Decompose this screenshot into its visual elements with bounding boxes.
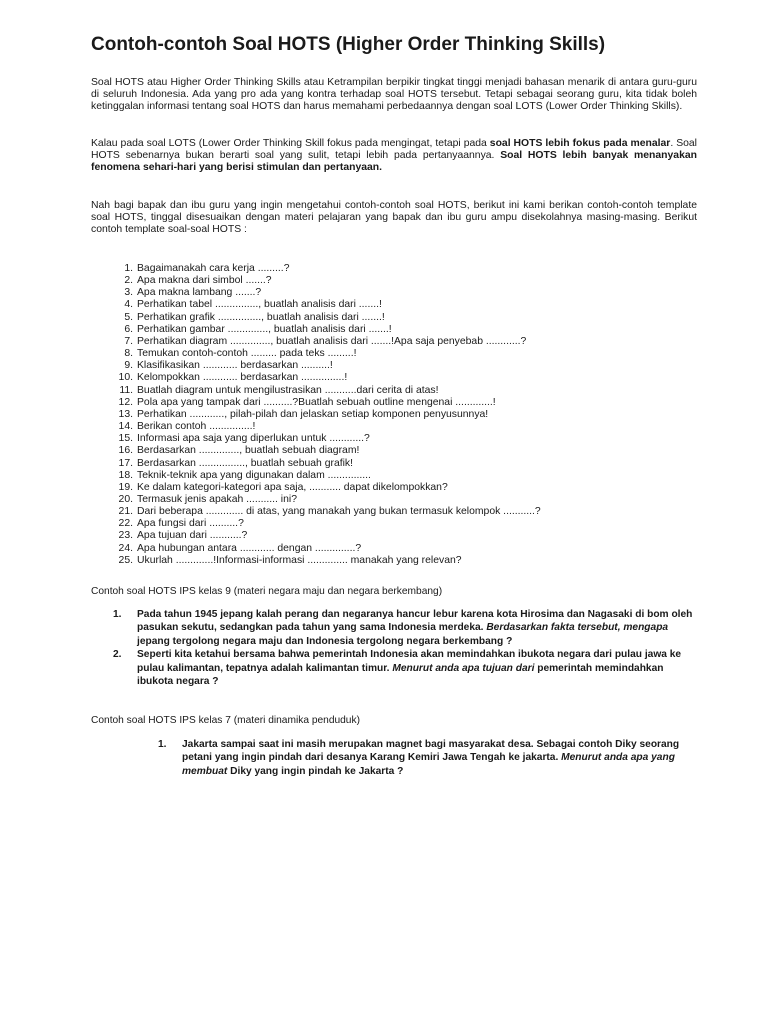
list-item-number: 1. — [124, 263, 133, 274]
question-emphasis: Berdasarkan fakta tersebut, mengapa — [486, 622, 669, 634]
document-title: Contoh-contoh Soal HOTS (Higher Order Thinking Skills) — [91, 34, 606, 55]
list-item-text: Buatlah diagram untuk mengilustrasikan ...........dari cerita di atas! — [137, 384, 439, 396]
list-item — [158, 738, 698, 778]
list-item-text: Apa tujuan dari ...........? — [137, 530, 248, 542]
list-item — [91, 348, 697, 360]
list-item — [91, 385, 697, 397]
list-item-number: 6. — [124, 323, 133, 335]
list-item-text: Perhatikan ............, pilah-pilah dan jelaskan setiap komponen penyusunnya! — [137, 408, 489, 420]
question-text: Seperti kita ketahui bersama bahwa pemerintah Indonesia akan memindahkan ibukota negara dari pulau jawa ke pulau kalimantan, tepatnya adalah kalimantan timur. — [137, 649, 682, 674]
list-item-number: 18. — [118, 469, 133, 481]
list-item-text: Kelompokkan ............ berdasarkan ...............! — [137, 372, 348, 384]
section-heading-ips9: Contoh soal HOTS IPS kelas 9 (materi negara maju dan negara berkembang) — [91, 586, 443, 597]
list-item — [91, 543, 697, 555]
list-item — [113, 648, 693, 688]
list-item-number: 17. — [118, 457, 133, 469]
list-item-number: 16. — [118, 445, 133, 457]
list-item-number: 20. — [118, 493, 133, 505]
list-item-number: 12. — [118, 396, 133, 408]
list-item-text: Berikan contoh ...............! — [137, 421, 256, 433]
list-item — [91, 445, 697, 457]
list-item-text: Apa makna dari simbol .......? — [137, 275, 272, 287]
list-item-text: Perhatikan tabel ..............., buatlah analisis dari .......! — [137, 299, 382, 311]
list-item-text: Perhatikan gambar .............., buatlah analisis dari .......! — [137, 323, 392, 335]
lots-bold-2: Soal HOTS lebih banyak menanyakan fenomena sehari-hari yang berisi stimulan dan pertanyaan. — [91, 150, 697, 174]
list-item-text: Perhatikan grafik ..............., buatlah analisis dari .......! — [137, 311, 385, 323]
list-item-number: 25. — [118, 554, 133, 566]
question-text-end: Diky yang ingin pindah ke Jakarta ? — [227, 765, 404, 777]
list-item-number: 14. — [118, 421, 133, 433]
list-item — [91, 409, 697, 421]
question-text: Pada tahun 1945 jepang kalah perang dan negaranya hancur lebur karena kota Hirosima dan Nagasaki di bom oleh pasukan sekutu, sedangkan pada tahun yang sama Indonesia merdeka. — [137, 609, 693, 634]
question-number: 1. — [113, 609, 122, 620]
list-item-number: 5. — [124, 311, 133, 323]
list-item-text: Bagaimanakah cara kerja .........? — [137, 263, 290, 274]
lots-paragraph — [91, 138, 697, 175]
lots-bold-1: soal HOTS lebih fokus pada menalar — [489, 138, 671, 149]
list-item — [91, 336, 697, 348]
list-item — [91, 518, 697, 530]
list-item-number: 22. — [118, 518, 133, 530]
list-item — [91, 299, 697, 311]
list-item — [91, 433, 697, 445]
list-item — [91, 287, 697, 299]
section-heading-ips7: Contoh soal HOTS IPS kelas 7 (materi dinamika penduduk) — [91, 715, 360, 726]
list-item-number: 10. — [118, 372, 133, 384]
list-item — [91, 482, 697, 494]
list-item-number: 3. — [124, 287, 133, 299]
list-item-number: 13. — [118, 408, 133, 420]
list-item-text: Teknik-teknik apa yang digunakan dalam ............... — [137, 469, 371, 481]
list-item-text: Informasi apa saja yang diperlukan untuk ............? — [137, 433, 370, 445]
list-item-number: 24. — [118, 542, 133, 554]
ips9-question-list — [113, 608, 693, 688]
list-item-number: 23. — [118, 530, 133, 542]
list-item-text: Temukan contoh-contoh ......... pada teks .........! — [137, 348, 357, 360]
list-item — [91, 275, 697, 287]
list-item-text: Apa hubungan antara ............ dengan ..............? — [137, 542, 362, 554]
list-item-number: 7. — [124, 335, 133, 347]
list-item-number: 15. — [118, 433, 133, 445]
list-item — [91, 470, 697, 482]
question-text-end: jepang tergolong negara maju dan Indonesia tergolong negara berkembang ? — [137, 635, 513, 647]
ips7-question-list — [158, 738, 698, 778]
list-item-text: Dari beberapa ............. di atas, yang manakah yang bukan termasuk kelompok ...........? — [137, 506, 541, 518]
intro-paragraph: Soal HOTS atau Higher Order Thinking Skills atau Ketrampilan berpikir tingkat tinggi menjadi bahasan menarik di antara guru-guru di seluruh Indonesia. Ada yang pro ada yang kontra terhadap soal HOTS tersebut. Tetapi sebagai seorang guru, kita tidak boleh ketinggalan informasi tentang soal HOTS dan harus memahami perbedaannya dengan soal LOTS (Lower Order Thinking Skills). — [91, 77, 697, 113]
list-item — [91, 506, 697, 518]
list-item — [91, 494, 697, 506]
list-item — [91, 324, 697, 336]
list-item-text: Ukurlah .............!Informasi-informasi .............. manakah yang relevan? — [137, 554, 462, 566]
list-item-number: 2. — [124, 275, 133, 287]
list-item-number: 9. — [124, 360, 133, 372]
list-item — [91, 397, 697, 409]
question-emphasis: Menurut anda apa yang membuat — [182, 752, 675, 777]
list-item — [91, 372, 697, 384]
template-intro-paragraph: Nah bagi bapak dan ibu guru yang ingin mengetahui contoh-contoh soal HOTS, berikut ini kami berikan contoh-contoh template soal HOTS, tinggal disesuaikan dengan materi pelajaran yang bapak dan ibu guru ampu disekolahnya masing-masing. Berikut contoh template soal-soal HOTS : — [91, 200, 697, 236]
question-number: 1. — [158, 739, 167, 750]
list-item — [91, 421, 697, 433]
list-item-text: Klasifikasikan ............ berdasarkan ..........! — [137, 360, 333, 372]
lots-text-1: Kalau pada soal LOTS (Lower Order Thinking Skill fokus pada mengingat, tetapi pada — [91, 138, 490, 149]
question-text-end: pemerintah memindahkan ibukota negara ? — [137, 662, 664, 688]
list-item — [91, 360, 697, 372]
list-item — [91, 312, 697, 324]
list-item-number: 8. — [124, 348, 133, 360]
list-item-text: Ke dalam kategori-kategori apa saja, ........... dapat dikelompokkan? — [137, 481, 448, 493]
question-emphasis: Menurut anda apa tujuan dari — [392, 662, 535, 674]
question-number: 2. — [113, 649, 122, 661]
list-item-text: Berdasarkan .............., buatlah sebuah diagram! — [137, 445, 360, 457]
list-item — [91, 555, 697, 567]
list-item — [91, 458, 697, 470]
lots-text-2: . Soal HOTS sebenarnya bukan berarti soal yang sulit, tetapi lebih pada pertanyaannya. — [91, 138, 697, 162]
list-item-number: 19. — [118, 481, 133, 493]
list-item-text: Berdasarkan ................, buatlah sebuah grafik! — [137, 457, 354, 469]
list-item-number: 21. — [118, 506, 133, 518]
list-item-text: Termasuk jenis apakah ........... ini? — [137, 493, 297, 505]
list-item — [91, 263, 697, 275]
list-item — [91, 530, 697, 542]
list-item-text: Apa fungsi dari ..........? — [137, 518, 244, 530]
list-item-text: Perhatikan diagram .............., buatlah analisis dari .......!Apa saja penyebab ............? — [137, 335, 527, 347]
hots-template-list — [91, 263, 697, 567]
list-item-number: 4. — [124, 299, 133, 311]
question-text: Jakarta sampai saat ini masih merupakan magnet bagi masyarakat desa. Sebagai contoh Diky seorang petani yang ingin pindah dari desanya Karang Kemiri Jawa Tengah ke jakarta. — [182, 739, 680, 764]
list-item-text: Pola apa yang tampak dari ..........?Buatlah sebuah outline mengenai .............! — [137, 396, 496, 408]
list-item-number: 11. — [119, 384, 133, 396]
list-item-text: Apa makna lambang .......? — [137, 287, 262, 299]
list-item — [113, 608, 693, 648]
